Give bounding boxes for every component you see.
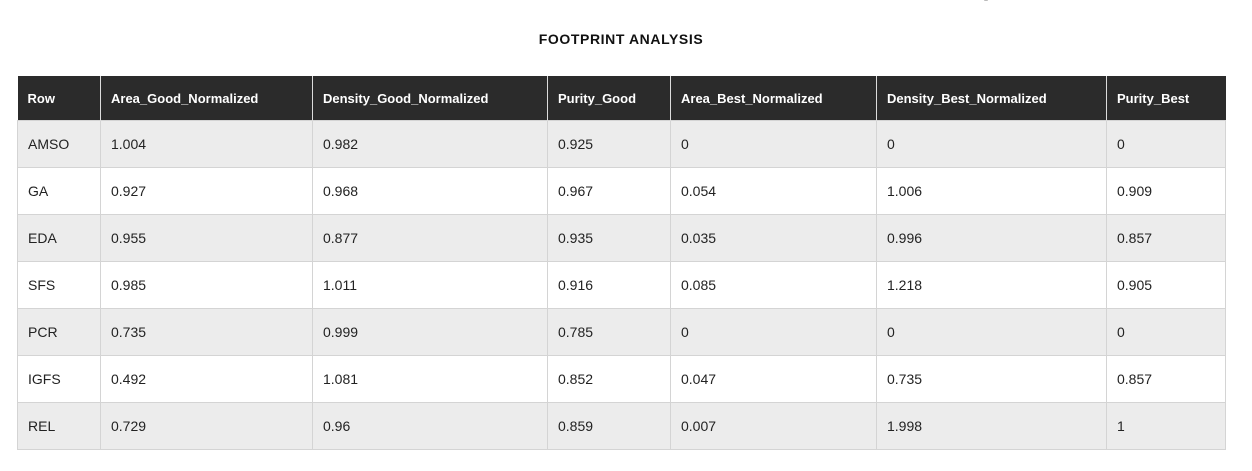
table-cell: GA [18,168,101,215]
column-header-row[interactable]: Row [18,76,101,121]
column-header-purity-best[interactable]: Purity_Best [1107,76,1226,121]
table-cell: 0.857 [1107,356,1226,403]
table-cell: 0.955 [101,215,313,262]
table-row [18,356,1226,403]
table-cell: 0.967 [548,168,671,215]
table-cell: 0.852 [548,356,671,403]
table-cell: 0.054 [671,168,877,215]
table-cell: 0.785 [548,309,671,356]
table-cell: PCR [18,309,101,356]
table-cell: 0.968 [313,168,548,215]
table-cell: 0.085 [671,262,877,309]
table-row [18,309,1226,356]
column-header-purity-good[interactable]: Purity_Good [548,76,671,121]
table-cell: IGFS [18,356,101,403]
table-cell: 0 [1107,309,1226,356]
footprint-table [17,76,1226,450]
table-cell: AMSO [18,121,101,168]
page-title: FOOTPRINT ANALYSIS [538,31,704,47]
table-cell: 1.004 [101,121,313,168]
scroll-indicator [984,0,988,1]
column-header-area-best-normalized[interactable]: Area_Best_Normalized [671,76,877,121]
table-cell: 0.729 [101,403,313,450]
table-cell: 0.996 [877,215,1107,262]
column-header-density-best-normalized[interactable]: Density_Best_Normalized [877,76,1107,121]
table-cell: 0.999 [313,309,548,356]
table-cell: 1.218 [877,262,1107,309]
table-header-row [18,76,1226,121]
table-row [18,403,1226,450]
table-cell: 1 [1107,403,1226,450]
table-row [18,121,1226,168]
table-cell: EDA [18,215,101,262]
table-cell: 0.047 [671,356,877,403]
table-cell: REL [18,403,101,450]
table-cell: 0 [877,309,1107,356]
table-cell: 0.905 [1107,262,1226,309]
table-cell: 1.081 [313,356,548,403]
table-cell: SFS [18,262,101,309]
table-cell: 0.877 [313,215,548,262]
table-cell: 0.927 [101,168,313,215]
table-cell: 1.006 [877,168,1107,215]
table-cell: 0.735 [877,356,1107,403]
table-cell: 0.985 [101,262,313,309]
table-cell: 0.735 [101,309,313,356]
table-cell: 0.982 [313,121,548,168]
table-cell: 0 [877,121,1107,168]
table-row [18,168,1226,215]
table-cell: 0.935 [548,215,671,262]
table-cell: 0.492 [101,356,313,403]
table-row [18,262,1226,309]
table-cell: 0.857 [1107,215,1226,262]
table-row [18,215,1226,262]
table-cell: 0.859 [548,403,671,450]
table-cell: 1.011 [313,262,548,309]
table-cell: 0.925 [548,121,671,168]
table-cell: 0 [1107,121,1226,168]
table-cell: 0.035 [671,215,877,262]
table-cell: 0.916 [548,262,671,309]
table-cell: 1.998 [877,403,1107,450]
table-cell: 0.96 [313,403,548,450]
column-header-density-good-normalized[interactable]: Density_Good_Normalized [313,76,548,121]
column-header-area-good-normalized[interactable]: Area_Good_Normalized [101,76,313,121]
table-cell: 0 [671,121,877,168]
table-cell: 0.909 [1107,168,1226,215]
table-cell: 0.007 [671,403,877,450]
table-cell: 0 [671,309,877,356]
